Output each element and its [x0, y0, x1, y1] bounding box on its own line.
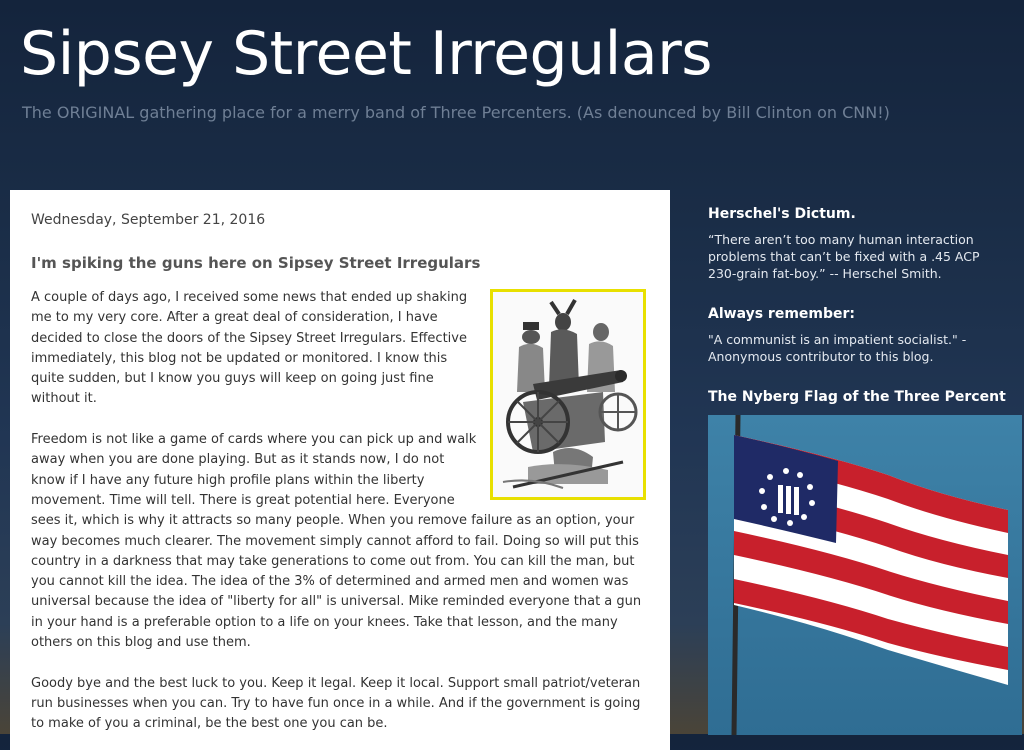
post-paragraph: Goody bye and the best luck to you. Keep it legal. Keep it local. Support small patriot/veteran run businesses when you can. Try to have fun once in a while. And if the government is going to make of you a criminal, be the best one you can be.	[31, 675, 641, 732]
post-paragraph: A couple of days ago, I received some news that ended up shaking me to my very core. After a great deal of consideration, I have decided to close the doors of the Sipsey Street Irregulars. Effective immediately, this blog not be updated or monitored. I know this quite sudden, but I know you guys will keep on going just fine without it.	[31, 290, 468, 407]
main-content	[10, 190, 670, 750]
widget-title-herschels-dictum: Herschel's Dictum.	[708, 206, 856, 222]
blog-description: The ORIGINAL gathering place for a merry band of Three Percenters. (As denounced by Bill Clinton on CNN!)	[22, 103, 890, 122]
widget-title-always-remember: Always remember:	[708, 306, 856, 322]
nyberg-flag-icon	[708, 415, 1022, 735]
blog-title[interactable]: Sipsey Street Irregulars	[20, 19, 713, 89]
cannon-illustration-icon	[493, 292, 643, 497]
blog-header	[0, 0, 1024, 180]
cannon-illustration-image[interactable]	[490, 289, 646, 500]
post-paragraph: Freedom is not like a game of cards where you can pick up and walk away when you are done playing. But as it stands now, I do not know if I have any future high profile plans within the liberty movement. Time will tell. There is great potential here. Everyone sees it, which is why it attracts so many people. When you remove failure as an option, your way becomes much clearer. The movement simply cannot afford to fail. Doing so will put this country in a darkness that may take generations to come out from. You can kill the man, but you cannot kill the idea. The idea of the 3% of determined and armed men and women was universal because the idea of "liberty for all" is universal. Mike reminded everyone that a gun in your hand is a preferable option to a life on your knees. Take that lesson, and the many others on this blog and use them.	[31, 432, 642, 651]
post-date: Wednesday, September 21, 2016	[31, 212, 266, 228]
widget-title-nyberg-flag: The Nyberg Flag of the Three Percent	[708, 389, 1006, 405]
widget-text-always-remember: "A communist is an impatient socialist." - Anonymous contributor to this blog.	[708, 332, 967, 364]
post-title[interactable]: I'm spiking the guns here on Sipsey Street Irregulars	[31, 254, 481, 272]
widget-text-herschels-dictum: “There aren’t too many human interaction problems that can’t be fixed with a .45 ACP 230-grain fat-boy.” -- Herschel Smith.	[708, 232, 980, 281]
nyberg-flag-image[interactable]	[708, 415, 1022, 735]
